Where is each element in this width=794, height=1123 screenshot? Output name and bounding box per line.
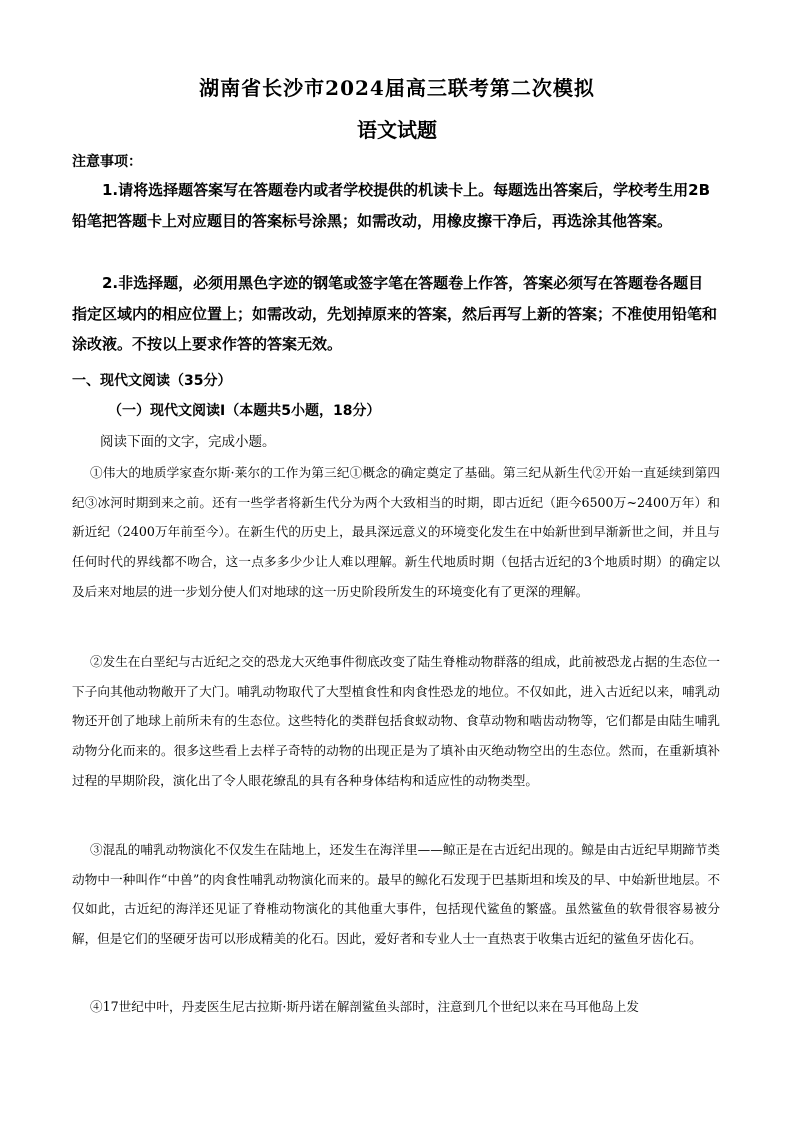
paragraph-3: ③混乱的哺乳动物演化不仅发生在陆地上，还发生在海洋里——鲸正是在古近纪出现的。鲸是由古近纪早期蹄节类动物中一种叫作“中兽”的肉食性哺乳动物演化而来的。最早的鲸化石发现于巴基斯坦和埃及的早、中始新世地层。不仅如此，古近纪的海洋还见证了脊椎动物演化的其他重大事件，包括现代鲨鱼的繁盛。虽然鲨鱼的软骨很容易被分解，但是它们的坚硬牙齿可以形成精美的化石。因此，爱好者和专业人士一直热衷于收集古近纪的鲨鱼牙齿化石。 [72, 842, 720, 947]
paragraph-2: ②发生在白垩纪与古近纪之交的恐龙大灭绝事件彻底改变了陆生脊椎动物群落的组成，此前被恐龙占据的生态位一下子向其他动物敞开了大门。哺乳动物取代了大型植食性和肉食性恐龙的地位。不仅如此，进入古近纪以来，哺乳动物还开创了地球上前所未有的生态位。这些特化的类群包括食蚁动物、食草动物和啮齿动物等，它们都是由陆生哺乳动物分化而来的。很多这些看上去样子奇特的动物的出现正是为了填补由灭绝动物空出的生态位。然而，在重新填补过程的早期阶段，演化出了令人眼花缭乱的具有各种身体结构和适应性的动物类型。 [72, 654, 720, 788]
reading-instruction: 阅读下面的文字，完成小题。 [100, 434, 276, 450]
exam-title: 湖南省长沙市2024届高三联考第二次模拟 [199, 76, 595, 100]
exam-subtitle: 语文试题 [357, 118, 437, 142]
notice-heading: 注意事项： [72, 154, 142, 170]
section-subheading: （一）现代文阅读Ⅰ（本题共5小题，18分） [108, 403, 381, 419]
section-heading: 一、现代文阅读（35分） [72, 373, 232, 389]
notice-item-2: 2.非选择题，必须用黑色字迹的钢笔或签字笔在答题卷上作答，答案必须写在答题卷各题目指定区域内的相应位置上；如需改动，先划掉原来的答案，然后再写上新的答案；不准使用铅笔和涂改液。不按以上要求作答的答案无效。 [72, 274, 718, 353]
paragraph-4: ④17世纪中叶，丹麦医生尼古拉斯·斯丹诺在解剖鲨鱼头部时，注意到几个世纪以来在马耳他岛上发 [90, 999, 639, 1014]
paragraph-1: ①伟大的地质学家查尔斯·莱尔的工作为第三纪①概念的确定奠定了基础。第三纪从新生代②开始一直延续到第四纪③冰河时期到来之前。还有一些学者将新生代分为两个大致相当的时期，即古近纪（距今6500万~2400万年）和新近纪（2400万年前至今）。在新生代的历史上，最具深远意义的环境变化发生在中始新世到早渐新世之间，并且与任何时代的界线都不吻合，这一点多多少少让人难以理解。新生代地质时期（包括古近纪的3个地质时期）的确定以及后来对地层的进一步划分使人们对地球的这一历史阶段所发生的环境变化有了更深的理解。 [72, 465, 720, 599]
notice-item-1: 1.请将选择题答案写在答题卷内或者学校提供的机读卡上。每题选出答案后，学校考生用2B铅笔把答题卡上对应题目的答案标号涂黑；如需改动，用橡皮擦干净后，再选涂其他答案。 [72, 181, 711, 230]
